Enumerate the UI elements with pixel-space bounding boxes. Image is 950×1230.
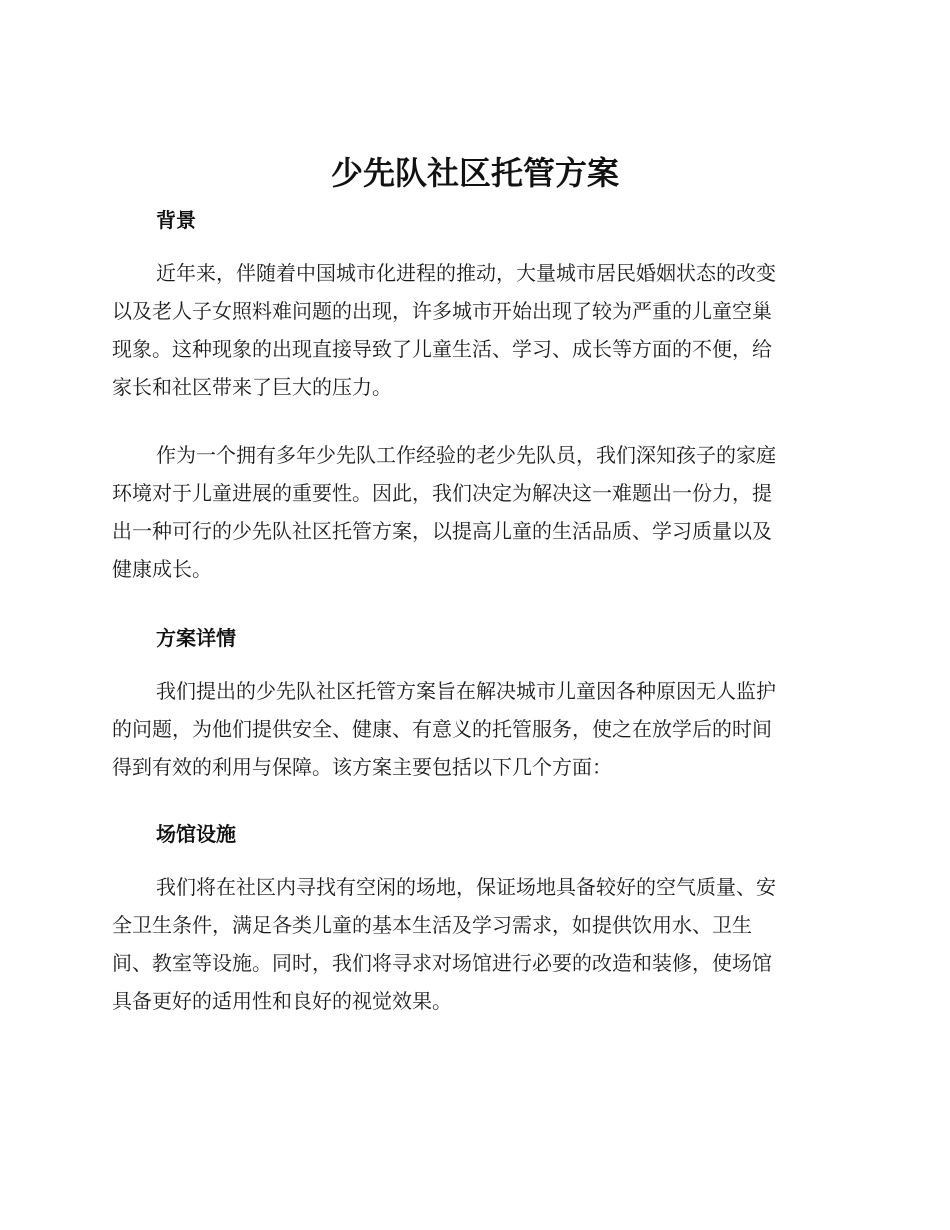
paragraph-venue-facilities xyxy=(112,868,830,1020)
section-heading-plan-details: 方案详情 xyxy=(156,626,236,650)
paragraph-line: 以及老人子女照料难问题的出现，许多城市开始出现了较为严重的儿童空巢 xyxy=(112,299,772,323)
paragraph-line: 近年来，伴随着中国城市化进程的推动，大量城市居民婚姻状态的改变 xyxy=(156,261,776,285)
paragraph-line: 家长和社区带来了巨大的压力。 xyxy=(112,375,392,399)
paragraph-background-2 xyxy=(112,436,830,588)
paragraph-line: 我们将在社区内寻找有空闲的场地，保证场地具备较好的空气质量、安 xyxy=(156,875,776,899)
paragraph-line: 现象。这种现象的出现直接导致了儿童生活、学习、成长等方面的不便，给 xyxy=(112,337,772,361)
paragraph-line: 间、教室等设施。同时，我们将寻求对场馆进行必要的改造和装修，使场馆 xyxy=(112,951,772,975)
section-heading-venue-facilities: 场馆设施 xyxy=(156,822,236,846)
paragraph-line: 作为一个拥有多年少先队工作经验的老少先队员，我们深知孩子的家庭 xyxy=(156,443,776,467)
paragraph-line: 我们提出的少先队社区托管方案旨在解决城市儿童因各种原因无人监护 xyxy=(156,679,776,703)
paragraph-plan-details xyxy=(112,672,830,786)
paragraph-line: 具备更好的适用性和良好的视觉效果。 xyxy=(112,989,452,1013)
paragraph-line: 出一种可行的少先队社区托管方案，以提高儿童的生活品质、学习质量以及 xyxy=(112,519,772,543)
paragraph-line: 得到有效的利用与保障。该方案主要包括以下几个方面： xyxy=(112,755,612,779)
paragraph-line: 环境对于儿童进展的重要性。因此，我们决定为解决这一难题出一份力，提 xyxy=(112,481,772,505)
paragraph-line: 健康成长。 xyxy=(112,557,212,581)
paragraph-line: 全卫生条件，满足各类儿童的基本生活及学习需求，如提供饮用水、卫生 xyxy=(112,913,752,937)
section-heading-background: 背景 xyxy=(156,208,196,232)
paragraph-background-1 xyxy=(112,254,830,406)
document-title: 少先队社区托管方案 xyxy=(330,154,619,192)
paragraph-line: 的问题，为他们提供安全、健康、有意义的托管服务，使之在放学后的时间 xyxy=(112,717,772,741)
